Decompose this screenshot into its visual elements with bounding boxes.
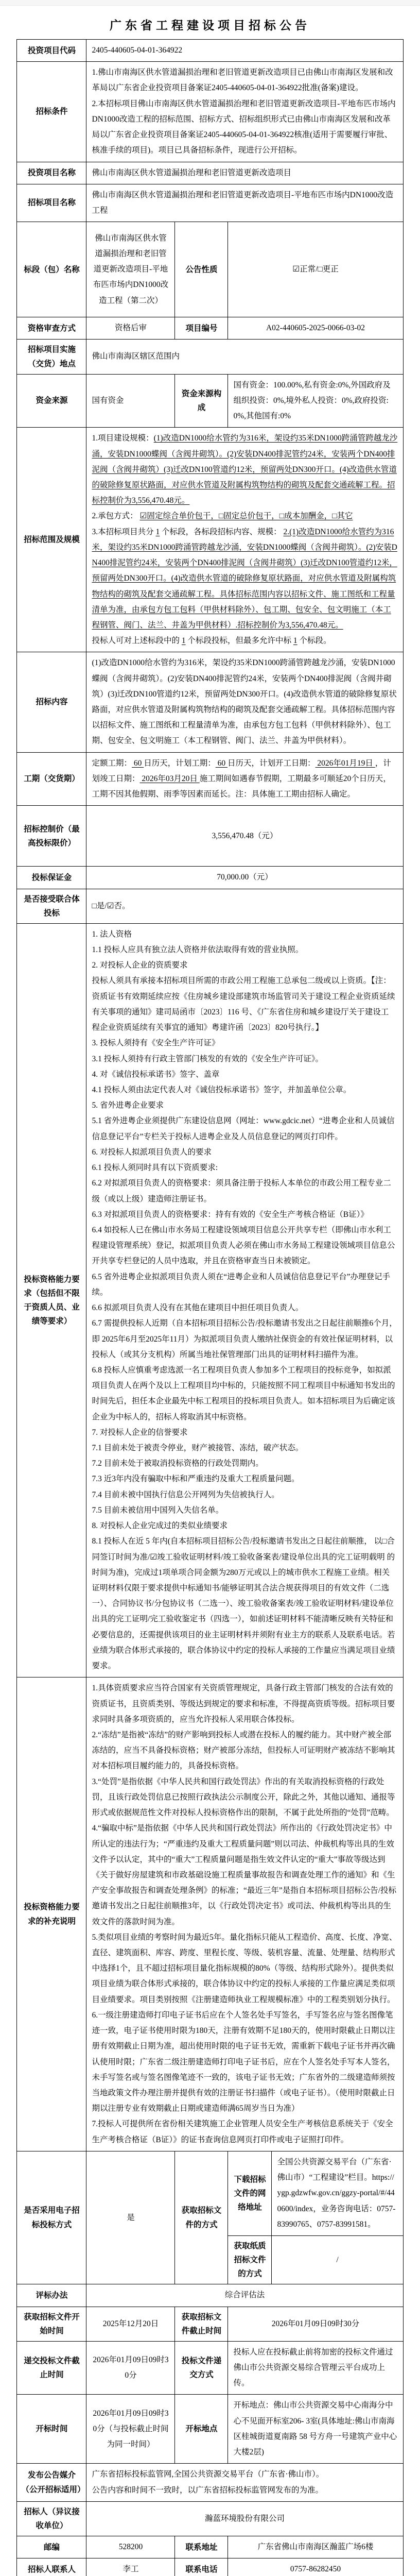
supplementary-note-label: 投标资格能力要求的补充说明 [17,1677,86,2151]
paragraph: 5.1 省外进粤企业须提供广东建设信息网（网址：www.gdcic.net）“进粤企业和人员诚信信息登记平台”专栏关于投标人进粤企业及人员信息登记的网页打印件。 [92,1116,395,1141]
text: 施工期间如遇春节假期，工期最多可顺延20个日历天，工期不因其他假期、雨季等因素而延长。注：具体施工工期由招标人确定。 [92,774,391,799]
row-submission [17,2341,403,2395]
invest-code-value: 2405-440605-04-01-364922 [86,40,403,62]
project-number-label: 项目编号 [175,317,228,340]
paragraph: 6.8 投标人应慎重考虑选派一名工程项目负责人参加多个工程项目的投标竞争，如拟派项目负责人在两个及以上工程项目均中标的，只能按照不同工程项目中标通知书发出的时间先后，担任本企业最先中标工程项目的投标项目负责人。如本招标项目为后确定该企业为中标人的，招标人将取消其中标资格。 [92,1365,395,1421]
paragraph: 4.1 投标人须由法定代表人对《诚信投标承诺书》签字，并加盖单位公章。 [92,1086,352,1094]
text: 3.本招标项目共分 [92,527,156,536]
location-label: 招标项目实施（交货）地点 [17,340,86,374]
scope-paragraph-1 [92,431,397,509]
paragraph: 6.7 需提供投标人近期（自本招标项目招标公告/投标邀请书发出之日起往前顺推6个月，即 2025年6月至2025年11月）为拟派项目负责人缴纳社保资金的有效社保证明材料，以投标人（或其分支机构）所属当地社保管理部门出具的证明材料扫描件为准。 [92,1319,397,1359]
underlined-text: 60 [132,758,144,768]
electronic-bidding-value: 是 [86,2151,175,2284]
fund-source-value: 国有资金 [86,374,175,428]
row-location [17,340,403,374]
tenderer-value: 瀚蓝环境股份有限公司 [86,2501,403,2536]
announcement-media-value [86,2464,403,2501]
scope-value [86,428,403,652]
paragraph: 4.“骗取中标”是指依据《中华人民共和国行政处罚法》所作出的《行政处罚决定书》中所认定的违法行为；“严重违约及重大工程质量问题”则以司法、仲裁机构等出具的生效文件予以认定，其中的“重大”工程质量问题是指生效文件认定的“重大”事故等级达到《关于做好房屋建筑和市政基础设施工程质量事故报告和调查处理工作的通知》和《生产安全事故报告和调查处理条例》的标准；“最近三年”是指自本招标项目招标公告/投标邀请书发出之日起往前顺推3年，以《行政处罚决定书》或司法、仲裁机构等出具的生效文件的落款时间为准。 [92,1824,397,1926]
underlined-text: 2026年03月20日 [139,774,200,783]
tenderer-zip-value: 528200 [86,2536,175,2558]
project-number-value: A02-440605-2025-0066-03-02 [228,317,403,340]
download-url-value: 全国公共资源交易平台（广东省·佛山市）“工程建设”栏目。https://ygp.gdzwfw.gov.cn/ggzy-portal/#/440600/index，业务咨询电话：0757-83990765、0757-83991581。 [272,2151,403,2235]
scope-paragraph-3 [92,524,397,634]
paragraph: 6.1 投标人须同时具有以下资质要求: [92,1163,218,1173]
row-tender-content [17,652,403,752]
paragraph: 7.1 目前未处于被责令停业，财产被接管、冻结，破产状态。 [92,1444,304,1453]
paragraph: 6.3 对拟派项目负责人的资格要求：持有有效的《安全生产考核合格证（B证）》 [92,1210,369,1219]
tenderer-address-value: 广东省佛山市南海区瀚蓝广场6楼 [228,2536,403,2558]
paragraph: 6.2 对拟派项目负责人的资格要求：须具备注册于投标人本单位的市政公用工程专业二级（或以上级）建造师注册证书。 [92,1179,391,1204]
bid-bond-label: 投标保证金 [17,867,86,889]
paragraph: 3.1 投标人须持有行政主管部门核发的有效的《安全生产许可证》。 [92,1054,323,1063]
tenderer-address-label: 联系地址 [175,2536,228,2558]
row-bid-bond [17,867,403,889]
row-evaluation-method [17,2284,403,2307]
row-tenderer-zip [17,2536,403,2558]
row-qualification-requirements [17,923,403,1677]
qualification-requirements-label: 投标资格能力要求（包括但不限于资质人员、业绩等要求） [17,923,86,1677]
underlined-text: ☑固定综合单价包干，□固定总价包干，□成本加酬金，□其它 [139,512,353,521]
submission-method-label: 投标文件递交方式 [175,2341,228,2395]
section-name-value: 佛山市南海区供水管道漏损治理和老旧管道更新改造项目-平地布匹市场内DN1000改造工程（第二次） [86,222,175,317]
paragraph: 7.2 目前未处于被取消投标资格的行政处罚期内。 [92,1459,264,1468]
fund-composition-label: 资金来源构成 [175,374,228,428]
notice-nature-value: ☑正常/□更正 [228,222,403,317]
text: 1.项目建设规模： [92,434,154,443]
paragraph: 6.4 如投标人已在佛山市水务局工程建设领域项目信息公开共享专栏（即佛山市水利工程建设管理系统）登记，拟派项目负责人必须在佛山市水务局工程建设领域项目信息公开共享专栏登记的人员中选取，并且在资格审查当日未被锁定。 [92,1225,395,1266]
location-value: 佛山市南海区辖区范围内 [86,340,403,374]
fund-composition-value: 国有资金：100.00%,私有资金:0%,外国政府及组织投资：0%,境外私人投资：0%,政府投资:0%,其他国有:0% [228,374,403,428]
tender-name-value: 佛山市南海区供水管道漏损治理和老旧管道更新改造项目-平地布匹市场内DN1000改造工程 [86,184,403,222]
row-document-times [17,2307,403,2341]
paragraph: 7.5 目前未被信用中国列入失信名单。 [92,1505,224,1515]
tender-announcement-table [16,39,403,2576]
row-announcement-media [17,2464,403,2501]
section-name-label: 标段（包）名称 [17,222,86,317]
submission-method-value: 投标人应在投标截止前将加密的投标文件通过佛山市公共资源交易综合管理云平台成功上传。 [228,2341,403,2395]
paragraph: 2. 对投标人企业的资质要求 [92,961,188,970]
underlined-text: (1)改造DN1000给水管约为316米，架设约35米DN1000跨涌管跨越龙沙涌，安装DN1000蝶阀（含阀井砌筑）。(2)安装DN400排泥管约24米，安装两个DN400排泥阀（含阀井砌筑）(3)迁改DN100管道约12米，预留两处DN300开口。(4)改造供水管道的破除修复原状路面，对应供水管道及附属构筑物结构的砌筑及配套交通疏解工程。招标控制价为3,556,470.48元。 [92,434,398,505]
paragraph: 3.“处罚”是指依据《中华人民共和国行政处罚法》作出的有关取消投标资格的行政处罚，且该行政处罚信息已按照行政执法公示制度公开，除此之外，其他以通知、通报等形式或依据规范性文件对投标人投标资格作出的限制，不属于此处所指的“处罚”范畴。 [92,1777,395,1818]
row-tenderer [17,2501,403,2536]
text: 日历天，计划开工日期： [227,758,316,768]
tenderer-phone-value: 0757-86282450 [228,2558,403,2576]
invest-name-label: 投资项目名称 [17,162,86,184]
page-top-strip [0,0,420,6]
tenderer-zip-label: 邮编 [17,2536,86,2558]
scope-paragraph-4 [92,633,397,649]
doc-start-time-label: 获取招标文件开始时间 [17,2307,86,2341]
paragraph: 2.本招标项目佛山市南海区供水管道漏损治理和老旧管道更新改造项目-平地布匹市场内DN1000改造工程的招标范围、招标方式、招标组织形式已由佛山市南海区发展和改革局以广东省企业投资项目备案证2405-440605-04-01-364922核准(适用于需要履行审批、核准手续的项目)。项目已具备招标条件，现进行公开招标。 [92,99,396,155]
tender-conditions-value [86,62,403,162]
paragraph: 1. 法人资格 [92,929,132,939]
evaluation-method-value: 综合评估法 [86,2284,403,2307]
duration-value [86,752,403,806]
paragraph: 广东省招标投标监管网,全国公共资源交易平台（广东省·佛山市）。 [92,2470,324,2479]
text: 日历天，计划工期： [144,758,216,768]
paragraph: 投标人须具有承接本招标项目所需的市政公用工程施工总承包二级或以上资质。【注：资质证书有效期延续应按《住房城乡建设部建筑市场监管司关于建设工程企业资质延续 有关事项的通知》建司局函市〔2023〕116 号、《广东省住房和城乡建设厅关于建设工 程企业资质延续有关事宜的通知》粤建许函〔2023〕820号执行。】 [92,976,395,1032]
underlined-text: 1 [155,527,160,536]
paper-documents-label: 获取纸质招标文件的方式 [228,2235,272,2284]
tenderer-label: 招标人（异议接收单位） [17,2501,86,2536]
paragraph: 7.4 目前未被中国执行信息公开网列为失信被执行人。 [92,1490,279,1499]
tenderer-contact-value: 李工 [86,2558,175,2576]
obtain-documents-method-label: 获取招标文件的方式 [175,2151,228,2284]
text: 个标段。 [297,636,331,646]
paragraph: 5.类似项目业绩的考察时间为最近5年。量化指标只能从工程造价、高度、长度、净宽、直径、建筑面积、库容、跨度、里程长度、等级、装机容量、流量、处理量、结构形式中选择1个，且不超过招标项目量化指标规模的80%（等级、结构形式除外）。提供类似项目业绩为联合体形式承接的，联合体协议中约定的投标人承接的工作量应满足类似项目业绩要求。项目类别按照《注册建造师执业工程规模标准》中的工程类别划分执行。 [92,1933,397,2004]
paragraph: 6.一级注册建造师打印电子证书后应在个人签名处手写签名，手写签名应与签名图像笔迹一致，电子证书使用时限为180天，注册有效期不足180天的，使用时限截止日期以注册有效期截止日期为准，超出使用时限的电子证书无效，需重新下载电子证书并再次确认使用时限；广东省二级注册建造师打印电子证书后，应在个人签名处手写本人签名，未手写签名或与签名图像笔迹不一致的，该电子证书无效；广东省外的二级建造师须按当地政策文件办理注册并提供有效的注册证书扫描件（或电子证书）。（使用时限截止日期以注册专业有效期截止日期或建造师满65周岁当日为准） [92,2010,395,2113]
paragraph: 6.6 拟派项目负责人没有在其他在建项目中担任项目负责人。 [92,1303,304,1313]
control-price-label: 招标控制价（最高投标限价） [17,806,86,867]
bid-opening-time-label: 开标时间 [17,2395,86,2464]
paragraph: 1.具体资质要求应当符合国家有关资质管理规定，具备行政主管部门核发的合法有效的资质证书，且资质类别、等级达到规定的要求和标准，不得提高资质等级。招标项目要求同时具备多项资质的，应当允许投标人采用联合体投标。 [92,1684,395,1724]
row-invest-code [17,40,403,62]
supplementary-note-value [86,1677,403,2151]
tender-conditions-label: 招标条件 [17,62,86,162]
doc-deadline-label: 获取招标文件截止时间 [175,2307,228,2341]
fund-source-label: 资金来源 [17,374,86,428]
page-title: 广东省工程建设项目招标公告 [110,19,310,32]
paragraph: 1.佛山市南海区供水管道漏损治理和老旧管道更新改造项目已由佛山市南海区发展和改革局以广东省企业投资项目备案证2405-440605-04-01-364922批准(备案)建设。 [92,68,393,93]
electronic-bidding-label: 是否采用电子招标投标方式 [17,2151,86,2284]
text: 个标段投标，但最多允许中标 [185,636,293,646]
tender-content-label: 招标内容 [17,652,86,752]
qualification-review-label: 资格审查方式 [17,317,86,340]
submission-deadline-label: 递交投标文件截止时间 [17,2341,86,2395]
row-electronic-bidding [17,2151,403,2235]
underlined-text: 2.(1)改造DN1000给水管约为316米，架设约35米DN1000跨涌管跨越龙沙涌，安装DN1000蝶阀（含阀井砌筑）。(2)安装DN400排泥管约24米，安装两个DN400排泥阀（含阀井砌筑）(3)迁改DN100管道约12米，预留两处DN300开口。(4)改造供水管道的破除修复原状路面，对应供水管道及附属构筑物结构的砌筑及配套交通疏解工程。具体招标范围内容以招标文件、施工图纸和工程量清单为准，由承包方包工包料（甲供材料除外）、包工期、包安全、包文明施工（本工程钢管、阀门、法兰、井盖为甲供材料）.招标控制价为3,556,470.48元。 [92,527,397,630]
underlined-text: 60 [215,758,228,768]
bid-opening-place-label: 开标地点 [175,2395,228,2464]
evaluation-method-label: 评标办法 [17,2284,86,2307]
notice-nature-label: 公告性质 [175,222,228,317]
row-section-name [17,222,403,317]
row-duration [17,752,403,806]
control-price-value: 3,556,470.48（元） [86,806,403,867]
joint-venture-value: □是/☑否。 [86,889,403,923]
paragraph: 1.1 投标人应具有独立法人资格并依法取得有效的营业执照。 [92,945,304,955]
tender-name-label: 招标项目名称 [17,184,86,222]
row-fund-source [17,374,403,428]
duration-label: 工期（交货期） [17,752,86,806]
row-scope [17,428,403,652]
paragraph: 6.5 省外进粤企业拟派项目负责人须在“进粤企业和人员诚信信息登记平台”办理登记手续。 [92,1272,390,1297]
paragraph: 8.1 投标人在近 5 年内(自本招标项目招标公告/投标邀请书发出之日起往前顺推， 以□合同签订时间为准/☑竣工验收证明材料/竣工验收备案表/建设单位出具的完工证明载明 的时间为准)，完成过1项单项合同金额为280万元或以上的城市供水工程施工业绩。相关证明材料仅限于要求提供中标通知书/能够证明其合法合规获得项目的有效文件（二选一）、合同协议书/分包协议书（二选一）、竣工验收备案表/竣工验收证明材料/建设单位出具的完工证明/完工验收鉴定书（四选一），如前述证明材料不能清晰反映有关特征和必要信息的，还需提供该项目的业主证明材料并须附有业主方的联系人及联系电话。若业绩为联合体形式承接的，联合体协议中约定的投标人承接的工作量应当满足项目业绩要求。 [92,1537,395,1671]
row-qualification-review [17,317,403,340]
submission-deadline-value: 2026年01月09日09时30分 [86,2341,175,2395]
row-invest-name [17,162,403,184]
underlined-text: 1 [181,636,186,646]
row-tender-conditions [17,62,403,162]
scope-paragraph-2 [92,509,397,524]
invest-name-value: 佛山市南海区供水管道漏损治理和老旧管道更新改造项目 [86,162,403,184]
scope-label: 招标范围及规模 [17,428,86,652]
paragraph: 4. 对《诚信投标承诺书》签字、盖章 [92,1070,220,1079]
text: 个标段，各标段招标内容、规模： [160,527,284,536]
paragraph: 7. 对投标人企业的信誉要求 [92,1428,188,1437]
invest-code-label: 投资项目代码 [17,40,86,62]
bid-opening-place-value: 开标地点：佛山市公共资源交易中心南海分中心不见面开标室206- 3室(具体地址:佛山市南海区桂城街道夏南路 58 号方舟一号建筑产业中心大楼2层) [228,2395,403,2464]
paragraph: 7.投标人可提供所在省份相关建筑施工企业管理人员安全生产考核信息系统关于《安全生产考核合格证（B证）》的证书查询信息网页打印件或电子证照打印件。 [92,2120,393,2144]
tenderer-contact-label: 招标人联系人 [17,2558,86,2576]
qualification-review-value: 资格后审 [86,317,175,340]
text: 定额工期： [92,758,132,768]
text: 2.承包方式： [92,512,140,521]
paragraph: 3. 投标人须持有《安全生产许可证》 [92,1039,220,1048]
text: 投标人可对上述标段中的 [92,636,182,646]
paragraph: 公告内容和时间不一致时，以广东省招标投标监管网发布的为准。 [92,2485,323,2495]
row-joint-venture [17,889,403,923]
row-bid-opening [17,2395,403,2464]
paragraph: 5. 省外进粤企业要求 [92,1101,164,1110]
paragraph: 8. 对投标人企业完成过的类似业绩要求 [92,1521,227,1531]
joint-venture-label: 是否接受联合体投标 [17,889,86,923]
row-tender-name [17,184,403,222]
qualification-requirements-value [86,923,403,1677]
download-url-label: 下载招标文件的网络地址 [228,2151,272,2235]
doc-start-time-value: 2025年12月20日 [86,2307,175,2341]
paragraph: 2.“冻结”是指被“冻结”的财产影响到投标人或潜在投标人的履约能力。其中财产被全部冻结的，应当不具备投标资格；财产被部分冻结，但投标人可证明财产被冻结不影响其对本招标项目履约能力的，具备投标资格。 [92,1730,395,1771]
tender-content-value: (1)改造DN1000给水管约为316米，架设约35米DN1000跨涌管跨越龙沙涌，安装DN1000蝶阀（含阀井砌筑）。(2)安装DN400排泥管约24米，安装两个DN400排泥阀（含阀井砌筑）(3)迁改DN100管道约12米，预留两处DN300开口。(4)改造供水管道的破除修复原状路面，对应供水管道及附属构筑物结构的砌筑及配套交通疏解工程。具体招标范围内容以招标文件、施工图纸和工程量清单为准，由承包方包工包料（甲供材料除外）、包工期、包安全、包文明施工（本工程钢管、阀门、法兰、井盖为甲供材料）。 [86,652,403,752]
paragraph: 6. 对投标人拟派项目负责人的要求 [92,1147,212,1157]
tenderer-phone-label: 联系电话 [175,2558,228,2576]
paragraph: 7.3 近3年内没有骗取中标和严重违约及重大工程质量问题。 [92,1475,300,1484]
bid-opening-time-value: 2026年01月09日09时30分（与投标截止时间为同一时间） [86,2395,175,2464]
bid-bond-value: 70,000.00（元） [86,867,403,889]
underlined-text: 2026年01月19日 [315,758,375,768]
paper-documents-value: / [272,2235,403,2284]
row-control-price [17,806,403,867]
row-supplementary-note [17,1677,403,2151]
text: ，计划竣工日期： [92,758,391,783]
row-tenderer-contact [17,2558,403,2576]
announcement-media-label: 发布公告媒介（公开招标适用） [17,2464,86,2501]
doc-deadline-value: 2026年01月09日09时30分 [228,2307,403,2341]
underlined-text: 1 [293,636,297,646]
